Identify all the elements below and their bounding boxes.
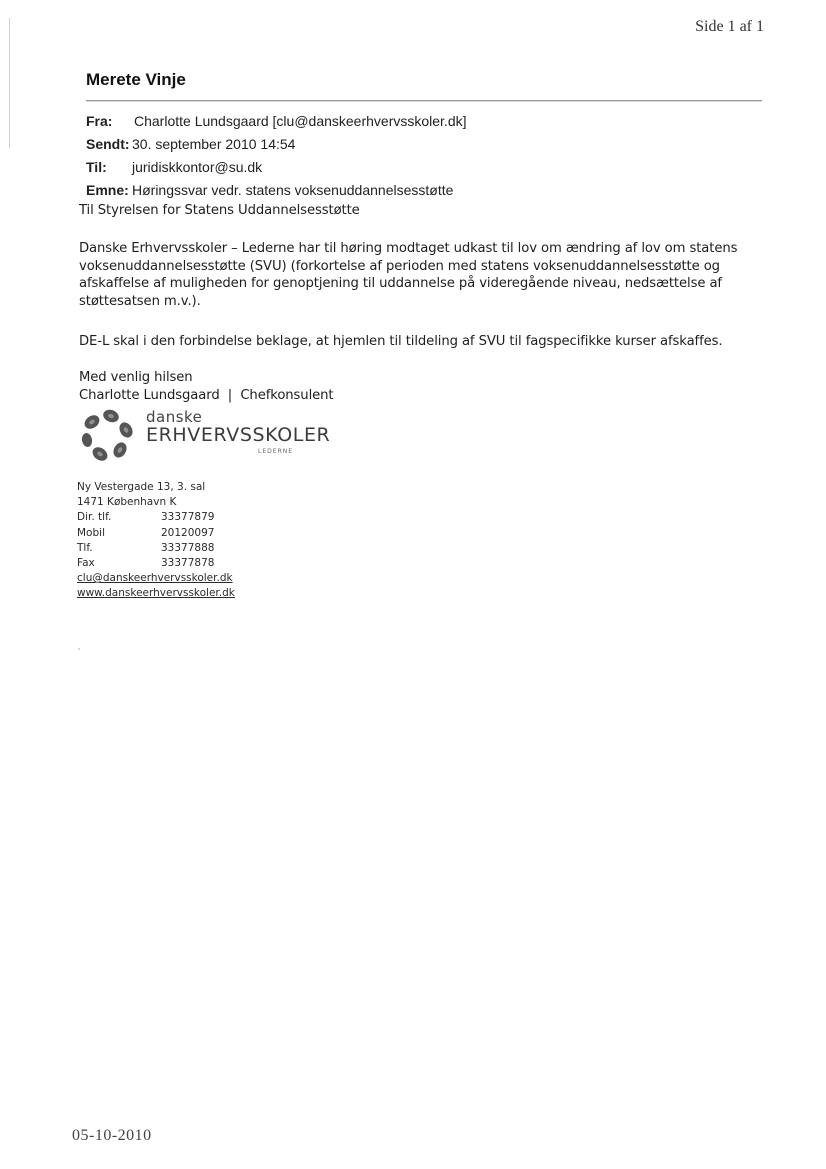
closing-salutation: Med venlig hilsen (79, 370, 193, 385)
contact-row-phone (77, 541, 235, 556)
sent-label: Sendt: (86, 136, 130, 152)
sent-row (86, 133, 467, 156)
greeting-line: Til Styrelsen for Statens Uddannelsesstøtte (79, 203, 360, 218)
header-divider (86, 100, 762, 101)
scan-speck (78, 648, 80, 650)
contact-value: 33377888 (161, 541, 215, 554)
to-row (86, 156, 467, 179)
contact-website-link[interactable]: www.danskeerhvervsskoler.dk (77, 587, 235, 600)
subject-row (86, 179, 467, 202)
contact-row-fax (77, 556, 235, 571)
subject-value: Høringssvar vedr. statens voksenuddannelsesstøtte (132, 182, 454, 198)
footer-date-stamp: 05-10-2010 (72, 1127, 152, 1144)
contact-value: 33377878 (161, 557, 215, 570)
logo-star-icon (80, 408, 142, 464)
company-logo (80, 408, 331, 468)
sent-value: 30. september 2010 14:54 (132, 136, 296, 152)
contact-label: Tlf. (77, 541, 93, 554)
contact-label: Dir. tlf. (77, 511, 112, 524)
contact-block (77, 480, 235, 602)
body-paragraph-2: DE-L skal i den forbindelse beklage, at hjemlen til tildeling af SVU til fagspecifikke kurser afskaffes. (79, 334, 723, 349)
body-paragraph-1: Danske Erhvervsskoler – Lederne har til høring modtaget udkast til lov om ændring af lov om statens voksenuddannelsesstøtte (SVU) (forkortelse af perioden med statens voksenuddannelsesstøtte og afskaffelse af muligheden for genoptjening til uddannelse på videregående niveau, nedsættelse af støttesatsen m.v.). (79, 241, 738, 309)
page-number: Side 1 af 1 (695, 18, 764, 35)
signature-line: Charlotte Lundsgaard | Chefkonsulent (79, 388, 334, 403)
contact-email-row (77, 571, 235, 586)
from-value: Charlotte Lundsgaard [clu@danskeerhvervsskoler.dk] (134, 113, 467, 129)
logo-text-lederne: LEDERNE (258, 448, 293, 455)
address-line-1: Ny Vestergade 13, 3. sal (77, 481, 206, 493)
to-label: Til: (86, 159, 107, 175)
contact-email-link[interactable]: clu@danskeerhvervsskoler.dk (77, 572, 233, 585)
sender-name-heading: Merete Vinje (86, 70, 186, 89)
logo-text-danske: danske (146, 408, 203, 426)
scan-edge-line (9, 18, 10, 148)
closing-block (79, 369, 333, 405)
contact-label: Mobil (77, 526, 105, 539)
contact-row-direct-phone (77, 510, 235, 525)
email-header (86, 110, 467, 202)
contact-value: 20120097 (161, 526, 215, 539)
contact-value: 33377879 (161, 511, 215, 524)
to-value: juridiskkontor@su.dk (132, 159, 263, 175)
from-label: Fra: (86, 113, 113, 129)
contact-row-mobile (77, 526, 235, 541)
address-line-2: 1471 København K (77, 496, 177, 509)
contact-label: Fax (77, 557, 95, 570)
subject-label: Emne: (86, 182, 129, 198)
contact-website-row (77, 586, 235, 601)
logo-text-erhvervsskoler: ERHVERVSSKOLER (146, 424, 331, 446)
from-row (86, 110, 467, 133)
